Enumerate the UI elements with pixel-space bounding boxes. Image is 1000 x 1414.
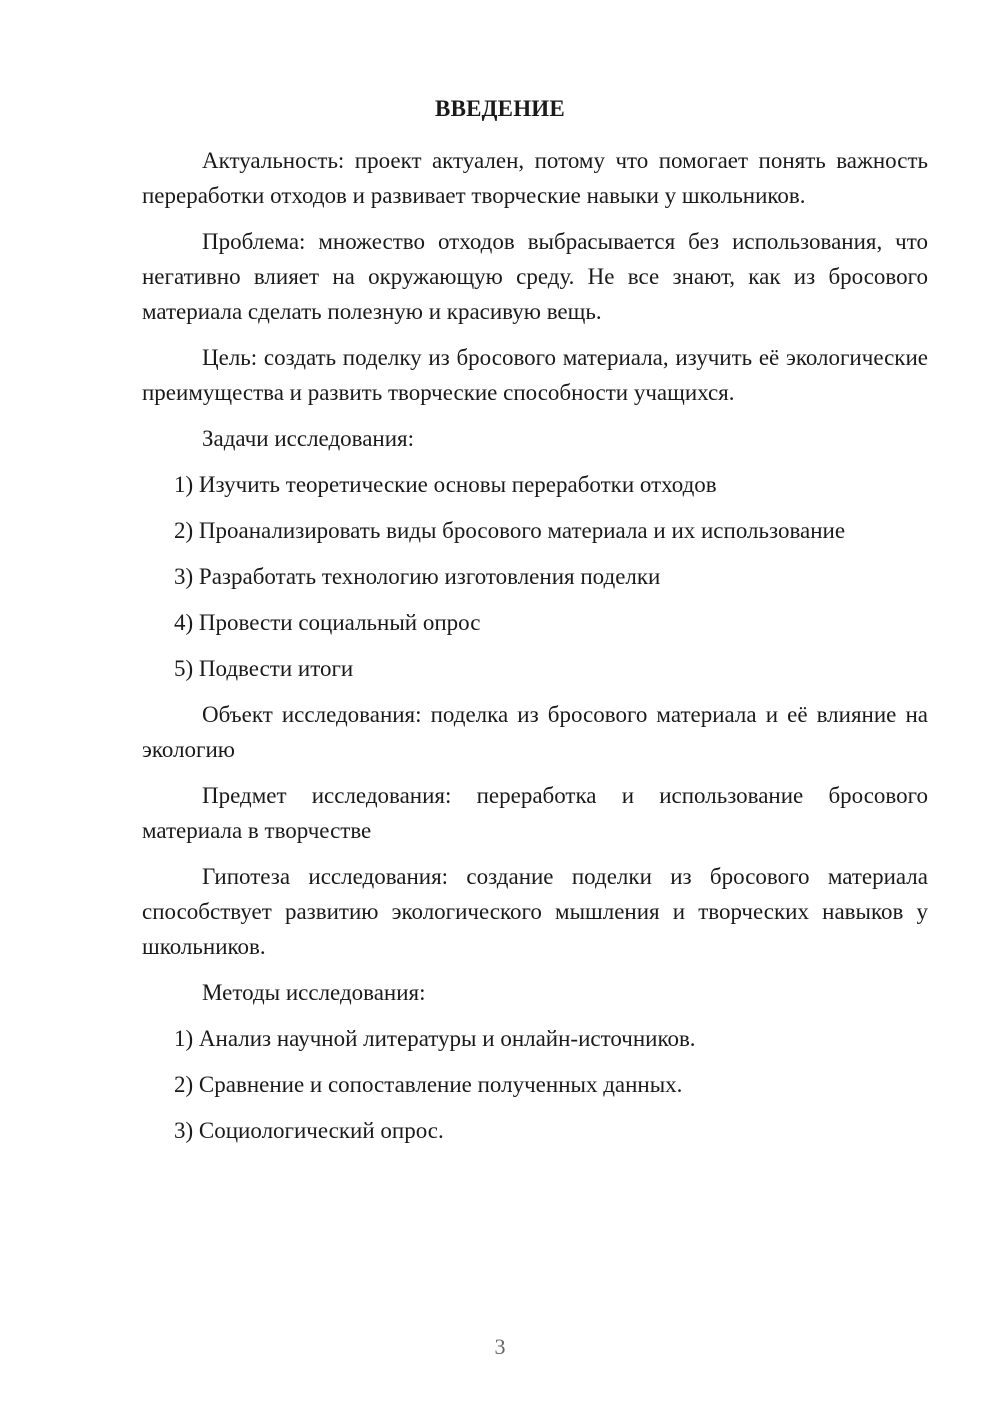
problem-paragraph: Проблема: множество отходов выбрасывается без использования, что негативно влияет на окружающую среду. Не все знают, как из бросового материала сделать полезную и красивую вещь.	[142, 229, 928, 324]
relevance-paragraph: Актуальность: проект актуален, потому что помогает понять важность переработки отходов и развивает творческие навыки у школьников.	[142, 148, 928, 208]
method-item: 1) Анализ научной литературы и онлайн-источников.	[174, 1026, 696, 1051]
tasks-list	[142, 467, 928, 686]
method-item: 2) Сравнение и сопоставление полученных данных.	[174, 1072, 683, 1097]
method-item: 3) Социологический опрос.	[174, 1118, 444, 1143]
task-item: 2) Проанализировать виды бросового материала и их использование	[174, 518, 846, 543]
task-item: 3) Разработать технологию изготовления поделки	[174, 564, 661, 589]
task-item: 1) Изучить теоретические основы переработки отходов	[174, 472, 717, 497]
goal-paragraph: Цель: создать поделку из бросового материала, изучить её экологические преимущества и развить творческие способности учащихся.	[142, 345, 928, 405]
task-item: 5) Подвести итоги	[174, 656, 354, 681]
task-item: 4) Провести социальный опрос	[174, 610, 481, 635]
document-body	[142, 143, 928, 1159]
section-title: ВВЕДЕНИЕ	[435, 96, 565, 121]
page-number: 3	[494, 1334, 506, 1359]
hypothesis-paragraph: Гипотеза исследования: создание поделки из бросового материала способствует развитию экологического мышления и творческих навыков у школьников.	[142, 864, 928, 959]
tasks-label: Задачи исследования:	[202, 426, 415, 451]
methods-label: Методы исследования:	[202, 980, 426, 1005]
subject-paragraph: Предмет исследования: переработка и использование бросового материала в творчестве	[142, 783, 928, 843]
object-paragraph: Объект исследования: поделка из бросового материала и её влияние на экологию	[142, 702, 928, 762]
methods-list	[142, 1021, 928, 1148]
